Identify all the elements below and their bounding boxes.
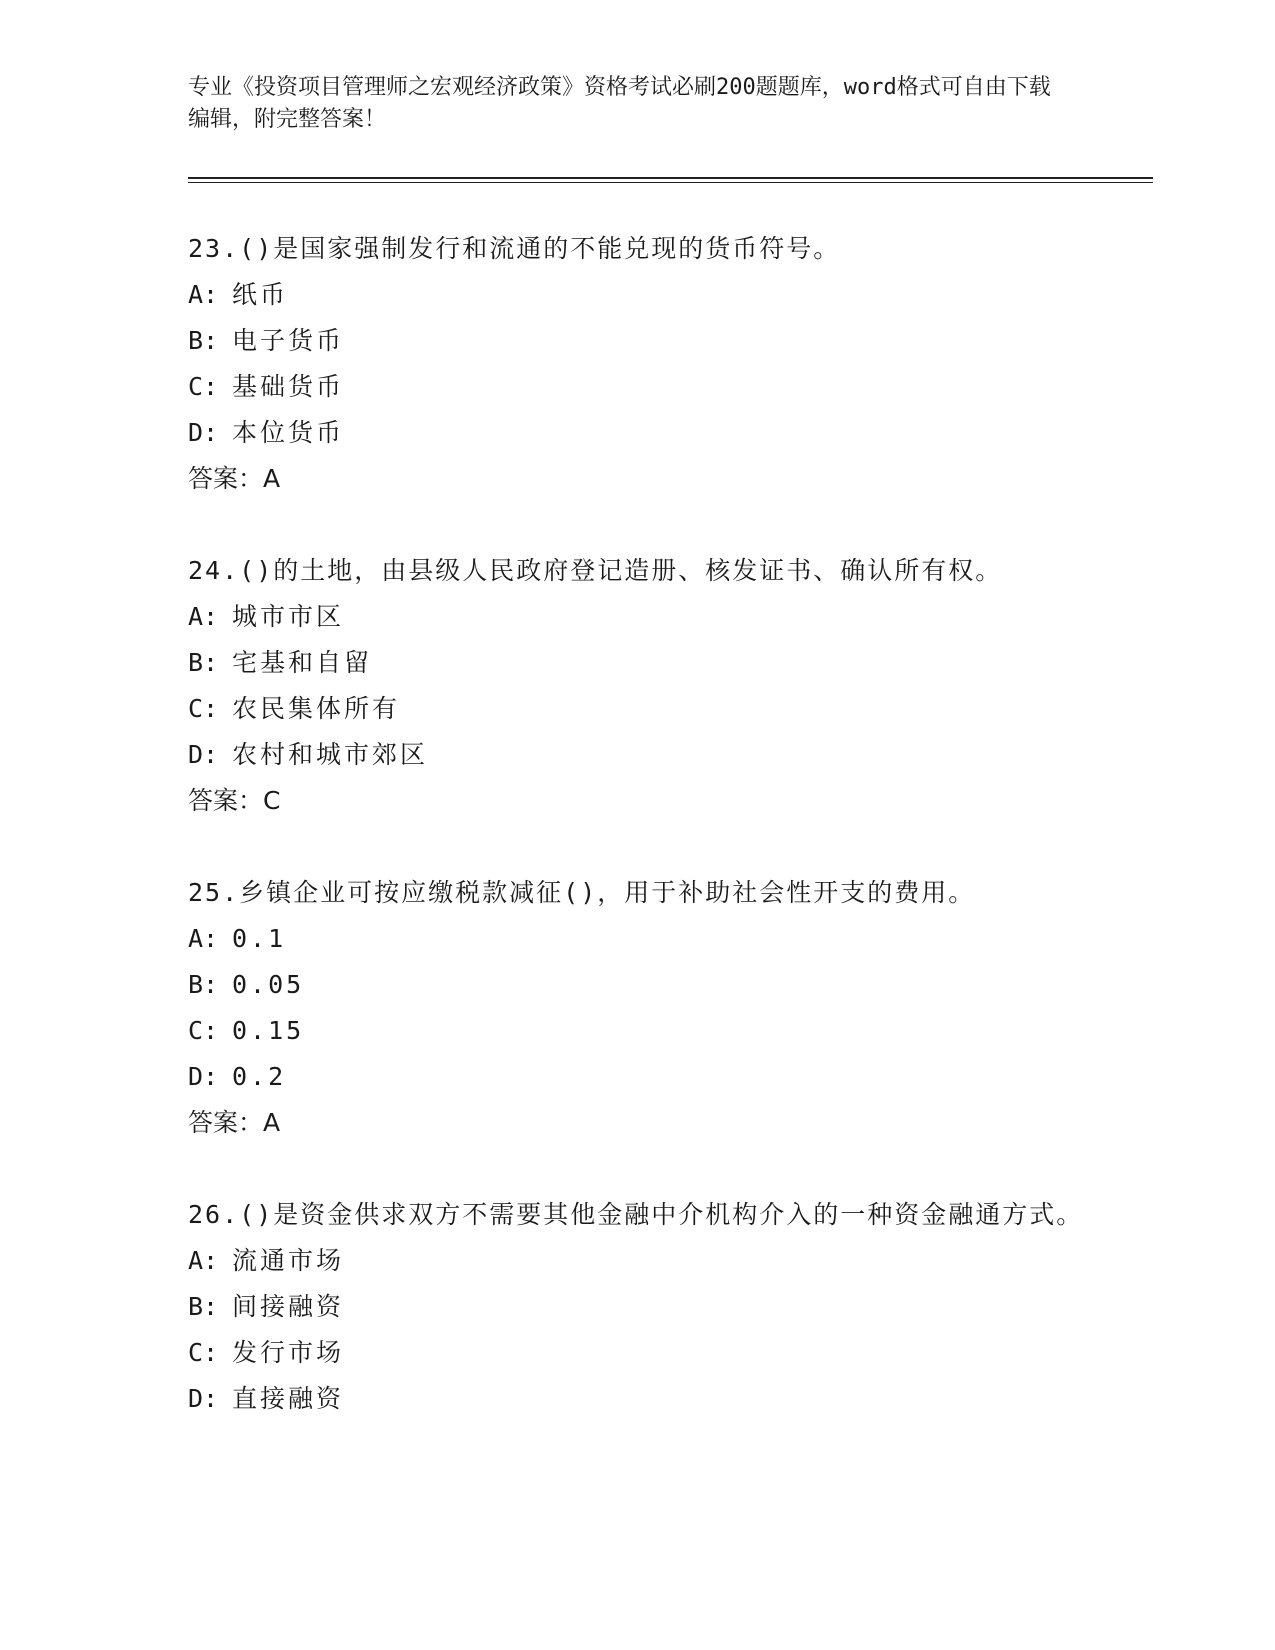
option-text: 农民集体所有 xyxy=(232,694,401,723)
question-23 xyxy=(188,226,1088,502)
option-label: C: xyxy=(188,372,219,401)
header-rule-thin xyxy=(188,182,1153,183)
option-text: 宅基和自留 xyxy=(232,648,373,677)
option-label: A: xyxy=(188,924,219,953)
question-stem: 25.乡镇企业可按应缴税款减征()，用于补助社会性开支的费用。 xyxy=(188,878,976,907)
option-b xyxy=(188,962,1088,1008)
option-c xyxy=(188,686,1088,732)
answer: 答案：A xyxy=(188,464,281,493)
question-stem: 26.()是资金供求双方不需要其他金融中介机构介入的一种资金融通方式。 xyxy=(188,1200,1084,1229)
option-label: A: xyxy=(188,602,219,631)
option-text: 流通市场 xyxy=(232,1246,345,1275)
answer: 答案：C xyxy=(188,786,281,815)
option-d xyxy=(188,732,1088,778)
question-stem: 24.()的土地，由县级人民政府登记造册、核发证书、确认所有权。 xyxy=(188,556,1003,585)
option-label: C: xyxy=(188,1338,219,1367)
option-label: D: xyxy=(188,1384,219,1413)
option-text: 0.2 xyxy=(232,1062,287,1091)
question-24 xyxy=(188,548,1088,824)
question-stem: 23.()是国家强制发行和流通的不能兑现的货币符号。 xyxy=(188,234,841,263)
option-d xyxy=(188,1376,1088,1422)
option-text: 直接融资 xyxy=(232,1384,345,1413)
option-a xyxy=(188,1238,1088,1284)
option-label: B: xyxy=(188,970,219,999)
question-25 xyxy=(188,870,1088,1146)
option-label: B: xyxy=(188,1292,219,1321)
option-c xyxy=(188,1330,1088,1376)
document-header: 专业《投资项目管理师之宏观经济政策》资格考试必刷200题题库，word格式可自由下载编辑，附完整答案！ xyxy=(188,75,1051,132)
option-label: A: xyxy=(188,280,219,309)
option-c xyxy=(188,1008,1088,1054)
option-label: C: xyxy=(188,1016,219,1045)
option-text: 0.05 xyxy=(232,970,305,999)
option-text: 间接融资 xyxy=(232,1292,345,1321)
option-a xyxy=(188,594,1088,640)
option-text: 纸币 xyxy=(232,280,289,309)
option-text: 0.1 xyxy=(232,924,287,953)
option-text: 本位货币 xyxy=(232,418,345,447)
option-label: B: xyxy=(188,326,219,355)
option-a xyxy=(188,916,1088,962)
answer: 答案：A xyxy=(188,1108,281,1137)
option-label: D: xyxy=(188,740,219,769)
option-label: D: xyxy=(188,1062,219,1091)
option-label: C: xyxy=(188,694,219,723)
option-text: 发行市场 xyxy=(232,1338,345,1367)
option-text: 0.15 xyxy=(232,1016,305,1045)
option-c xyxy=(188,364,1088,410)
option-b xyxy=(188,318,1088,364)
header-rule-thick xyxy=(188,177,1153,179)
option-text: 基础货币 xyxy=(232,372,345,401)
option-d xyxy=(188,1054,1088,1100)
option-label: A: xyxy=(188,1246,219,1275)
option-d xyxy=(188,410,1088,456)
question-26 xyxy=(188,1192,1088,1422)
option-text: 城市市区 xyxy=(232,602,345,631)
option-label: B: xyxy=(188,648,219,677)
option-b xyxy=(188,1284,1088,1330)
option-b xyxy=(188,640,1088,686)
option-text: 农村和城市郊区 xyxy=(232,740,429,769)
option-a xyxy=(188,272,1088,318)
option-label: D: xyxy=(188,418,219,447)
option-text: 电子货币 xyxy=(232,326,345,355)
